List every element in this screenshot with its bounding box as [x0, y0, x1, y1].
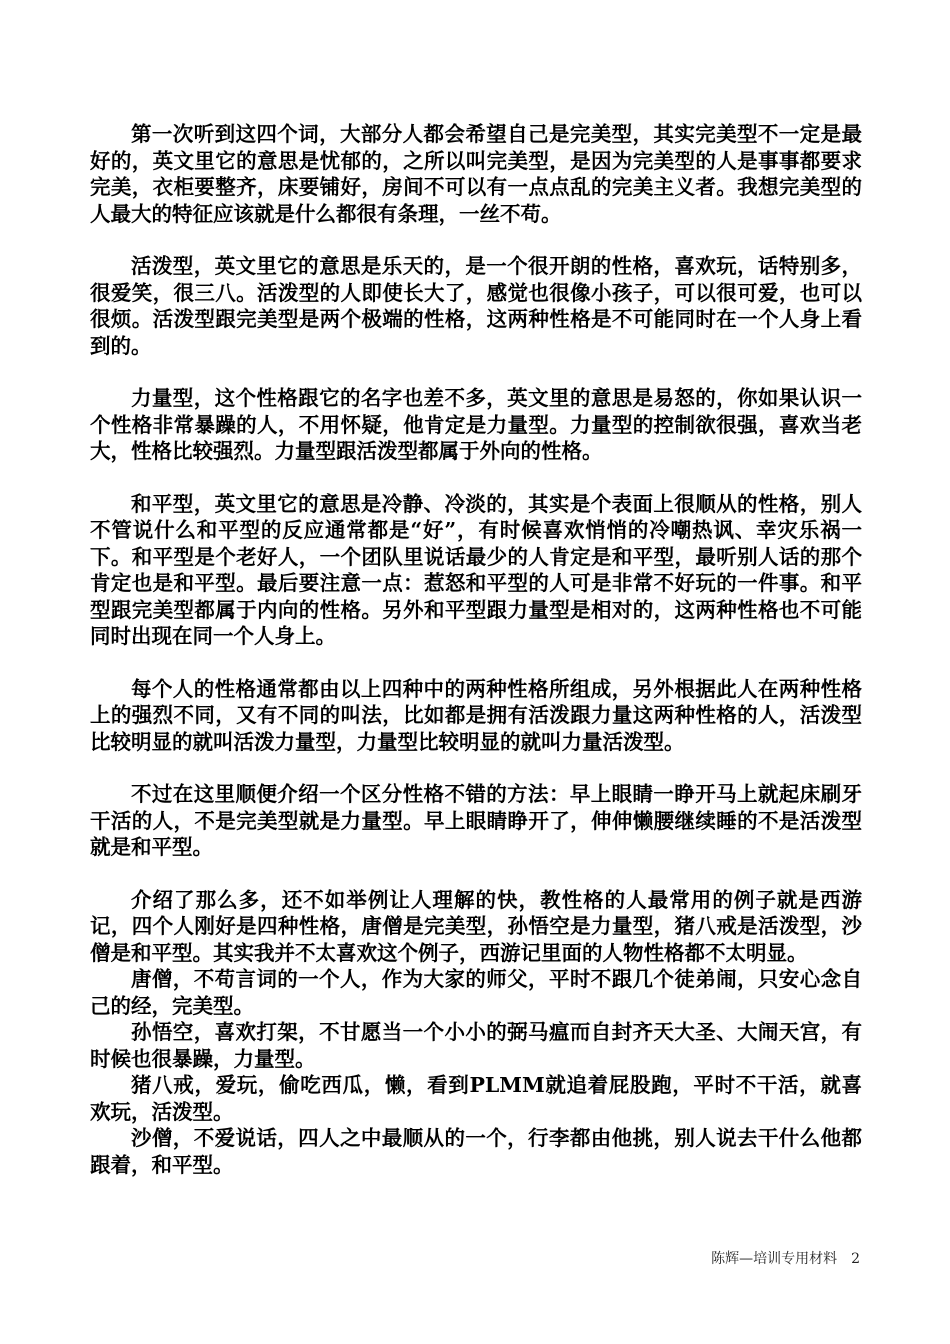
page-number: 2 [851, 1251, 860, 1267]
paragraph-combined-types: 每个人的性格通常都由以上四种中的两种性格所组成，另外根据此人在两种性格上的强烈不同，又有不同的叫法，比如都是拥有活泼跟力量这两种性格的人，活泼型比较明显的就叫活泼力量型，力量型比较明显的就叫力量活泼型。 [90, 676, 862, 754]
paragraph-sha-seng: 沙僧，不爱说话，四人之中最顺从的一个，行李都由他挑，别人说去干什么他都跟着，和平型。 [90, 1126, 862, 1177]
paragraph-zhu-bajie: 猪八戒，爱玩，偷吃西瓜，懒，看到PLMM就追着屁股跑，平时不干活，就喜欢玩，活泼型。 [90, 1073, 862, 1124]
paragraph-sun-wukong: 孙悟空，喜欢打架，不甘愿当一个小小的弼马瘟而自封齐天大圣、大闹天宫，有时候也很暴躁，力量型。 [90, 1020, 862, 1071]
page-footer [711, 1248, 860, 1268]
paragraph-lively-type: 活泼型，英文里它的意思是乐天的，是一个很开朗的性格，喜欢玩，话特别多，很爱笑，很三八。活泼型的人即使长大了，感觉也很像小孩子，可以很可爱，也可以很烦。活泼型跟完美型是两个极端的性格，这两种性格是不可能同时在一个人身上看到的。 [90, 254, 862, 358]
paragraph-tang-seng: 唐僧，不苟言词的一个人，作为大家的师父，平时不跟几个徒弟闹，只安心念自己的经，完美型。 [90, 967, 862, 1018]
paragraph-journey-west-example: 介绍了那么多，还不如举例让人理解的快，教性格的人最常用的例子就是西游记，四个人刚好是四种性格，唐僧是完美型，孙悟空是力量型，猪八戒是活泼型，沙僧是和平型。其实我并不太喜欢这个例子，西游记里面的人物性格都不太明显。 [90, 887, 862, 965]
paragraph-perfect-type: 第一次听到这四个词，大部分人都会希望自己是完美型，其实完美型不一定是最好的，英文里它的意思是忧郁的，之所以叫完美型，是因为完美型的人是事事都要求完美，衣柜要整齐，床要铺好，房间不可以有一点点乱的完美主义者。我想完美型的人最大的特征应该就是什么都很有条理，一丝不苟。 [90, 122, 862, 226]
paragraph-power-type: 力量型，这个性格跟它的名字也差不多，英文里的意思是易怒的，你如果认识一个性格非常暴躁的人，不用怀疑，他肯定是力量型。力量型的控制欲很强，喜欢当老大，性格比较强烈。力量型跟活泼型都属于外向的性格。 [90, 386, 862, 463]
document-body [90, 121, 862, 1178]
footer-label: 陈辉—培训专用材料 [711, 1251, 838, 1267]
paragraph-peaceful-type: 和平型，英文里它的意思是冷静、冷淡的，其实是个表面上很顺从的性格，别人不管说什么和平型的反应通常都是“好”，有时候喜欢悄悄的冷嘲热讽、幸灾乐祸一下。和平型是个老好人，一个团队里说话最少的人肯定是和平型，最听别人话的那个肯定也是和平型。最后要注意一点：惹怒和平型的人可是非常不好玩的一件事。和平型跟完美型都属于内向的性格。另外和平型跟力量型是相对的，这两种性格也不可能同时出现在同一个人身上。 [90, 491, 862, 648]
paragraph-morning-test: 不过在这里顺便介绍一个区分性格不错的方法：早上眼睛一睁开马上就起床刷牙干活的人，不是完美型就是力量型。早上眼睛睁开了，伸伸懒腰继续睡的不是活泼型就是和平型。 [90, 782, 862, 859]
